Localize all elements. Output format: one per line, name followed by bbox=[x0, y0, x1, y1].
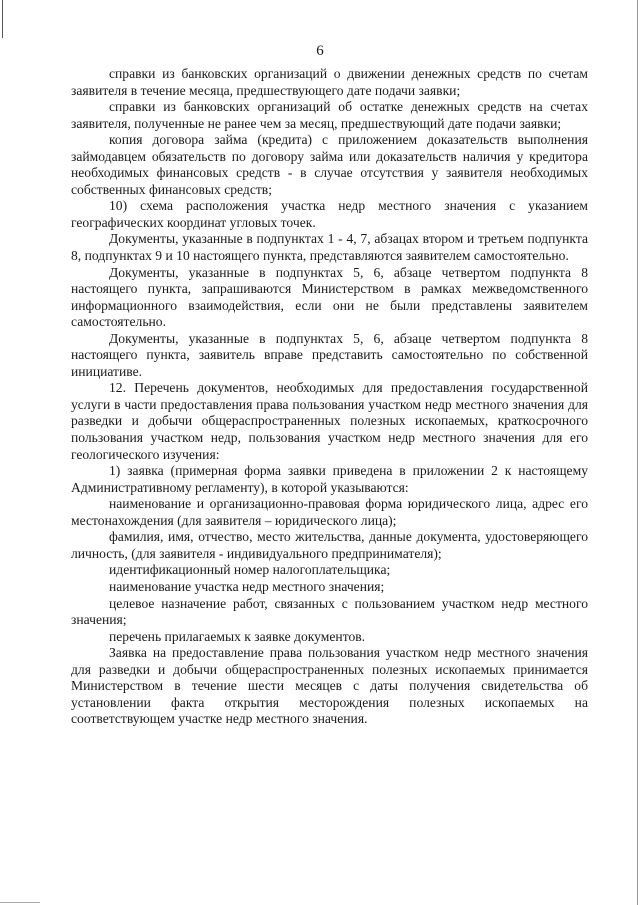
paragraph: 10) схема расположения участка недр местного значения с указанием географических координат угловых точек. bbox=[71, 198, 588, 230]
paragraph: фамилия, имя, отчество, место жительства, данные документа, удостоверяющего личность, (для заявителя - индивидуального предпринимателя); bbox=[71, 529, 588, 561]
paragraph: перечень прилагаемых к заявке документов. bbox=[109, 628, 366, 644]
scan-edge-left bbox=[2, 0, 3, 38]
scan-edge-right bbox=[637, 0, 638, 905]
paragraph: копия договора займа (кредита) с приложением доказательств выполнения займодавцем обязательств по договору займа или доказательств наличия у кредитора необходимых финансовых средств - в случае отсутствия у заявителя необходимых собственных финансовых средств; bbox=[71, 132, 588, 197]
scan-edge-bottom bbox=[0, 902, 40, 903]
paragraph: Документы, указанные в подпунктах 1 - 4, 7, абзацах втором и третьем подпункта 8, подпунктах 9 и 10 настоящего пункта, представляются заявителем самостоятельно. bbox=[71, 231, 588, 264]
paragraph: наименование и организационно-правовая форма юридического лица, адрес его местонахождения (для заявителя – юридического лица); bbox=[71, 496, 588, 528]
paragraph: 12. Перечень документов, необходимых для предоставления государственной услуги в части предоставления права пользования участком недр местного значения для разведки и добычи общераспространенных полезных ископаемых, краткосрочного пользования участком недр, пользования участком недр местного значения для его геологического изучения: bbox=[71, 380, 588, 462]
paragraph: наименование участка недр местного значения; bbox=[109, 578, 385, 594]
paragraph: идентификационный номер налогоплательщика; bbox=[109, 562, 391, 578]
paragraph: целевое назначение работ, связанных с пользованием участком недр местного значения; bbox=[71, 595, 588, 628]
paragraph: справки из банковских организаций о движении денежных средств по счетам заявителя в течение месяца, предшествующего дате подачи заявки; bbox=[71, 66, 588, 98]
paragraph: 1) заявка (примерная форма заявки приведена в приложении 2 к настоящему Административному регламенту), в которой указываются: bbox=[71, 463, 588, 495]
paragraph: Документы, указанные в подпунктах 5, 6, абзаце четвертом подпункта 8 настоящего пункта, заявитель вправе представить самостоятельно по собственной инициативе. bbox=[71, 330, 588, 379]
page-number: 6 bbox=[316, 43, 324, 59]
document-body bbox=[71, 66, 588, 728]
paragraph: Документы, указанные в подпунктах 5, 6, абзаце четвертом подпункта 8 настоящего пункта, запрашиваются Министерством в рамках межведомственного информационного взаимодействия, если они не были представлены заявителем самостоятельно. bbox=[71, 264, 588, 330]
paragraph: справки из банковских организаций об остатке денежных средств на счетах заявителя, полученные не ранее чем за месяц, предшествующий дате подачи заявки; bbox=[71, 99, 588, 131]
paragraph: Заявка на предоставление права пользования участком недр местного значения для разведки и добычи общераспространенных полезных ископаемых принимается Министерством в течение шести месяцев с даты получения свидетельства об установлении факта открытия месторождения полезных ископаемых на соответствующем участке недр местного значения. bbox=[71, 645, 588, 727]
